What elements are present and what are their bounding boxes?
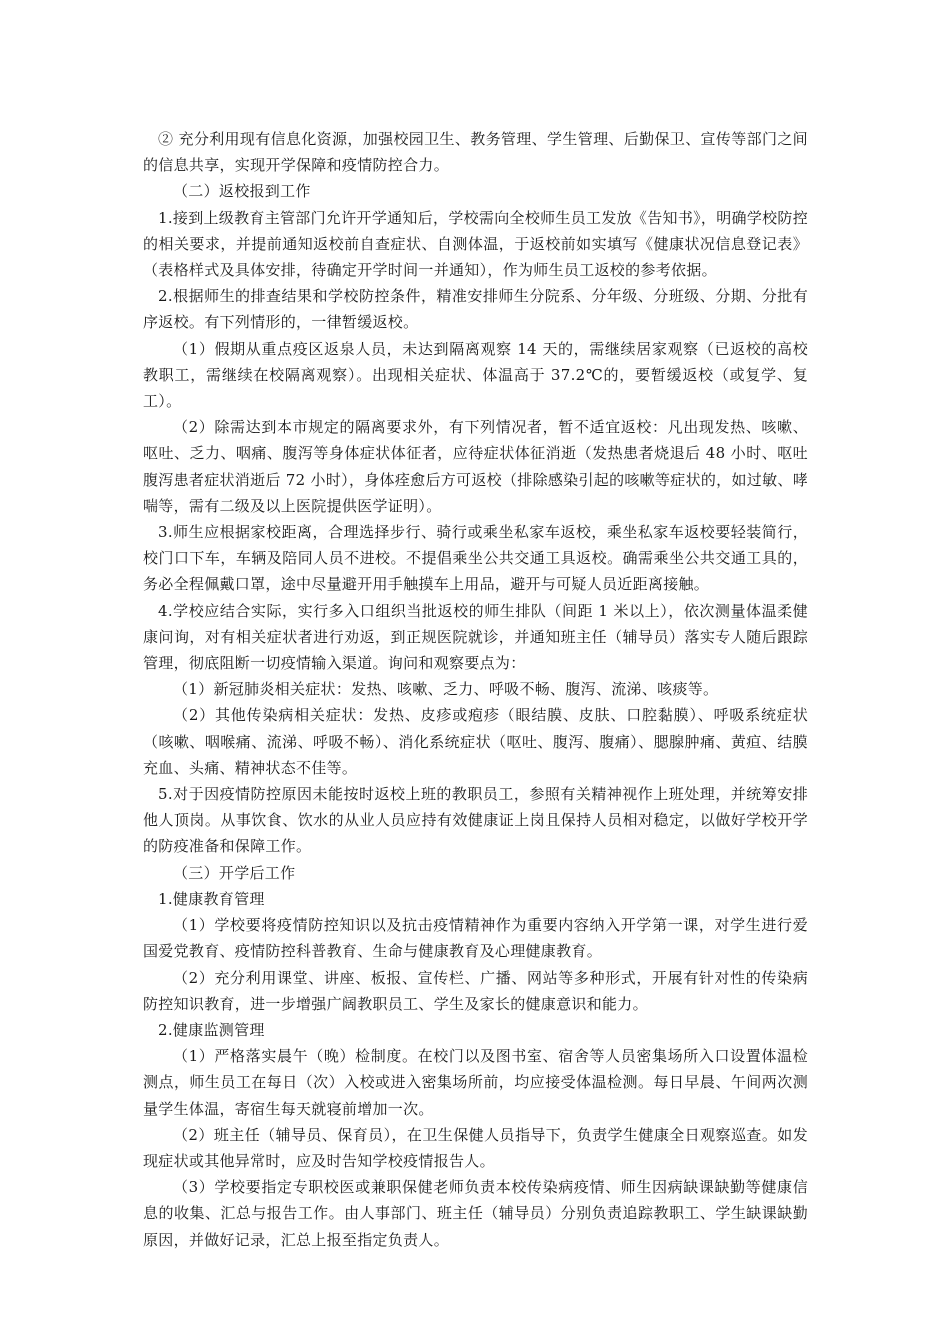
- paragraph-item-4-screening: 4.学校应结合实际，实行多入口组织当批返校的师生排队（间距 1 米以上），依次测量体温柔健康问询，对有相关症状者进行劝返，到正规医院就诊，并通知班主任（辅导员）落实专人随后跟踪管理，彻底阻断一切疫情输入渠道。询问和观察要点为：: [143, 601, 808, 673]
- paragraph-sub-1-temperature: （1）严格落实晨午（晚）检制度。在校门以及图书室、宿舍等人员密集场所入口设置体温检测点，师生员工在每日（次）入校或进入密集场所前，均应接受体温检测。每日早晨、午间两次测量学生体温，寄宿生每天就寝前增加一次。: [143, 1047, 808, 1118]
- paragraph-sub-2-symptoms: （2）除需达到本市规定的隔离要求外，有下列情况者，暂不适宜返校：凡出现发热、咳嗽、呕吐、乏力、咽痛、腹泻等身体症状体征者，应待症状体征消逝（发热患者烧退后 48 小时、呕吐腹泻患者症状消逝后 72 小时），身体痊愈后方可返校（排除感染引起的咳嗽等症状的，如过敏、哮喘等，需有二级及以上医院提供医学证明）。: [143, 418, 808, 515]
- paragraph-sub-2-knowledge: （2）充分利用课堂、讲座、板报、宣传栏、广播、网站等多种形式，开展有针对性的传染病防控知识教育，进一步增强广阔教职员工、学生及家长的健康意识和能力。: [143, 968, 808, 1013]
- paragraph-sub-1-epidemic-area: （1）假期从重点疫区返泉人员，未达到隔离观察 14 天的，需继续居家观察（已返校的高校教职工，需继续在校隔离观察）。出现相关症状、体温高于 37.2℃的，要暂缓返校（或复学、复工）。: [143, 339, 808, 411]
- paragraph-sub-3-reporting: （3）学校要指定专职校医或兼职保健老师负责本校传染病疫情、师生因病缺课缺勤等健康信息的收集、汇总与报告工作。由人事部门、班主任（辅导员）分别负责追踪教职工、学生缺课缺勤原因，并做好记录，汇总上报至指定负责人。: [143, 1178, 808, 1249]
- paragraph-item-2-batch-return: 2.根据师生的排查结果和学校防控条件，精准安排师生分院系、分年级、分班级、分期、分批有序返校。有下列情形的，一律暂缓返校。: [143, 287, 808, 332]
- paragraph-item-2-health-monitoring: 2.健康监测管理: [158, 1020, 265, 1039]
- section-heading-return-registration: （二）返校报到工作: [173, 182, 311, 201]
- paragraph-sub-1-covid-symptoms: （1）新冠肺炎相关症状：发热、咳嗽、乏力、呼吸不畅、腹泻、流涕、咳痰等。: [173, 680, 719, 699]
- paragraph-info-sharing: ② 充分利用现有信息化资源，加强校园卫生、教务管理、学生管理、后勤保卫、宣传等部门之间的信息共享，实现开学保障和疫情防控合力。: [143, 130, 808, 175]
- document-page: [143, 126, 808, 1253]
- paragraph-sub-1-first-lesson: （1）学校要将疫情防控知识以及抗击疫情精神作为重要内容纳入开学第一课，对学生进行爱国爱党教育、疫情防控科普教育、生命与健康教育及心理健康教育。: [143, 916, 808, 961]
- paragraph-item-1-health-education: 1.健康教育管理: [158, 889, 265, 908]
- paragraph-sub-2-observation: （2）班主任（辅导员、保育员），在卫生保健人员指导下，负责学生健康全日观察巡查。如发现症状或其他异常时，应及时告知学校疫情报告人。: [143, 1125, 808, 1170]
- paragraph-item-1-notice: 1.接到上级教育主管部门允许开学通知后，学校需向全校师生员工发放《告知书》，明确学校防控的相关要求，并提前通知返校前自查症状、自测体温，于返校前如实填写《健康状况信息登记表》（表格样式及具体安排，待确定开学时间一并通知），作为师生员工返校的参考依据。: [143, 208, 809, 280]
- paragraph-sub-2-other-symptoms: （2）其他传染病相关症状：发热、皮疹或疱疹（眼结膜、皮肤、口腔黏膜）、呼吸系统症状（咳嗽、咽喉痛、流涕、呼吸不畅）、消化系统症状（呕吐、腹泻、腹痛）、腮腺肿痛、黄疸、结膜充血、头痛、精神状态不佳等。: [143, 706, 808, 777]
- paragraph-item-5-staff: 5.对于因疫情防控原因未能按时返校上班的教职员工，参照有关精神视作上班处理，并统筹安排他人顶岗。从事饮食、饮水的从业人员应持有效健康证上岗且保持人员相对稳定，以做好学校开学的防疫准备和保障工作。: [143, 785, 808, 856]
- section-heading-after-opening: （三）开学后工作: [173, 863, 296, 882]
- paragraph-item-3-transport: 3.师生应根据家校距离，合理选择步行、骑行或乘坐私家车返校，乘坐私家车返校要轻装简行，校门口下车，车辆及陪同人员不进校。不提倡乘坐公共交通工具返校。确需乘坐公共交通工具的，务必全程佩戴口罩，途中尽量避开用手触摸车上用品，避开与可疑人员近距离接触。: [143, 523, 808, 594]
